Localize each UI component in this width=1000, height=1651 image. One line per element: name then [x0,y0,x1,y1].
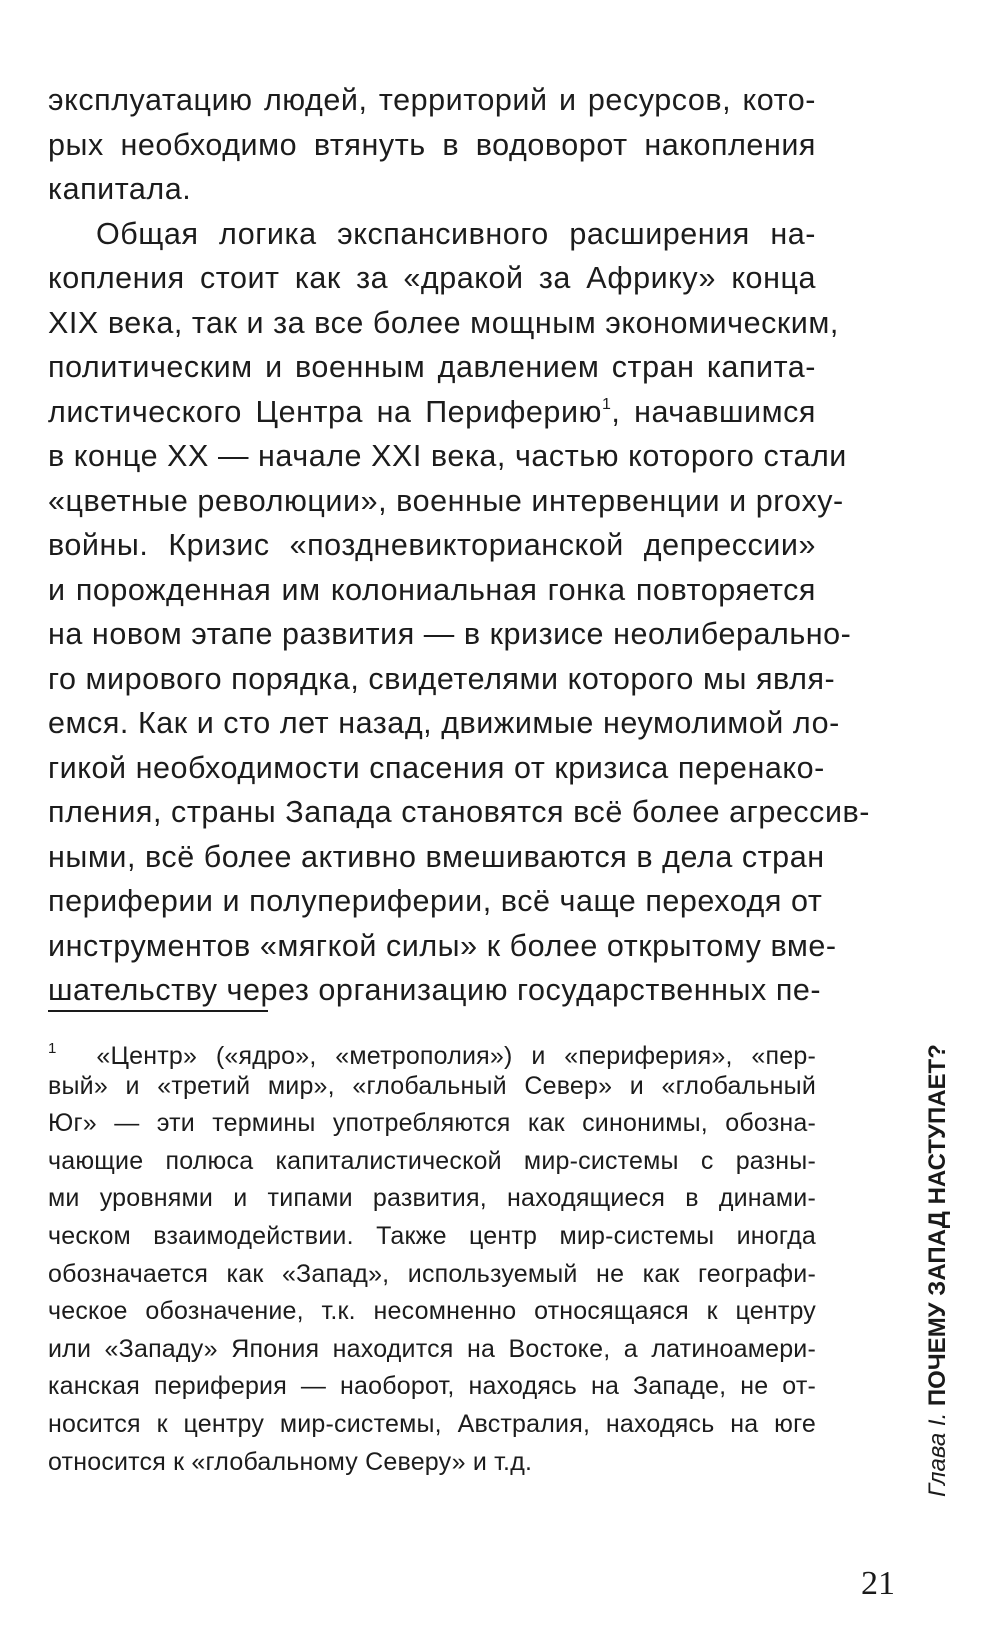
footnote-divider [48,1010,268,1012]
text-line: в конце XX — начале XXI века, частью которого стали [48,439,847,473]
text-line: периферии и полупериферии, всё чаще переходя от [48,884,823,918]
text-line: на новом этапе развития — в кризисе неолиберально- [48,617,852,651]
footnote [48,1030,816,1481]
footnote-line: канская периферия — наоборот, находясь на Западе, не от- [48,1372,816,1401]
text-line: и порожденная им колониальная гонка повторяется [48,572,816,607]
footnote-line: носится к центру мир-системы, Австралия, находясь на юге [48,1409,816,1438]
footnote-line: ческом взаимодействии. Также центр мир-системы иногда [48,1221,816,1250]
text-line: Общая логика экспансивного расширения на- [96,216,816,251]
text-line: войны. Кризис «поздневикторианской депрессии» [48,528,816,562]
footnote-line [48,1030,816,1068]
text-line: эксплуатацию людей, территорий и ресурсов, кото- [48,83,816,117]
text-line-head: листического Центра на Периферию [48,394,602,429]
text-line [48,390,816,435]
footnote-line-text: «Центр» («ядро», «метрополия») и «периферия», «пер- [96,1042,816,1070]
footnote-line: чающие полюса капиталистической мир-системы с разны- [48,1146,816,1175]
footnote-line: вый» и «третий мир», «глобальный Север» и «глобальный [48,1071,816,1100]
footnote-line: ми уровнями и типами развития, находящиеся в динами- [48,1184,816,1213]
text-line: гикой необходимости спасения от кризиса перенако- [48,750,825,785]
text-line: шательству через организацию государственных пе- [48,973,822,1007]
main-text [48,78,871,1013]
footnote-marker: 1 [48,1040,57,1057]
text-line: ными, всё более активно вмешиваются в дела стран [48,839,825,874]
text-line: инструментов «мягкой силы» к более открытому вме- [48,928,837,963]
footnote-line: ческое обозначение, т.к. несомненно относящаяся к центру [48,1297,816,1326]
footnote-line: относится к «глобальному Северу» и т.д. [48,1447,533,1476]
footnote-line: обозначается как «Запад», используемый не как географи- [48,1259,816,1288]
text-line-tail: , начавшимся [611,394,816,429]
footnote-line: Юг» — эти термины употребляются как синонимы, обозна- [48,1109,816,1138]
text-line: капитала. [48,172,192,206]
text-line: «цветные революции», военные интервенции и proxy- [48,483,844,518]
footnote-reference[interactable]: 1 [601,395,612,413]
footnote-line: или «Западу» Япония находится на Востоке, а латиноамери- [48,1334,816,1363]
text-line: копления стоит как за «дракой за Африку» конца [48,261,816,295]
text-line: рых необходимо втянуть в водоворот накопления [48,127,816,162]
text-line: го мирового порядка, свидетелями которого мы явля- [48,661,836,696]
text-line: XIX века, так и за все более мощным экономическим, [48,305,839,340]
text-line: емся. Как и сто лет назад, движимые неумолимой ло- [48,706,840,740]
chapter-title: ПОЧЕМУ ЗАПАД НАСТУПАЕТ? [924,1044,951,1407]
page-number: 21 [861,1565,895,1602]
text-line: политическим и военным давлением стран капита- [48,350,816,384]
text-line: пления, страны Запада становятся всё более агрессив- [48,795,871,829]
chapter-label: Глава I. [924,1412,951,1497]
